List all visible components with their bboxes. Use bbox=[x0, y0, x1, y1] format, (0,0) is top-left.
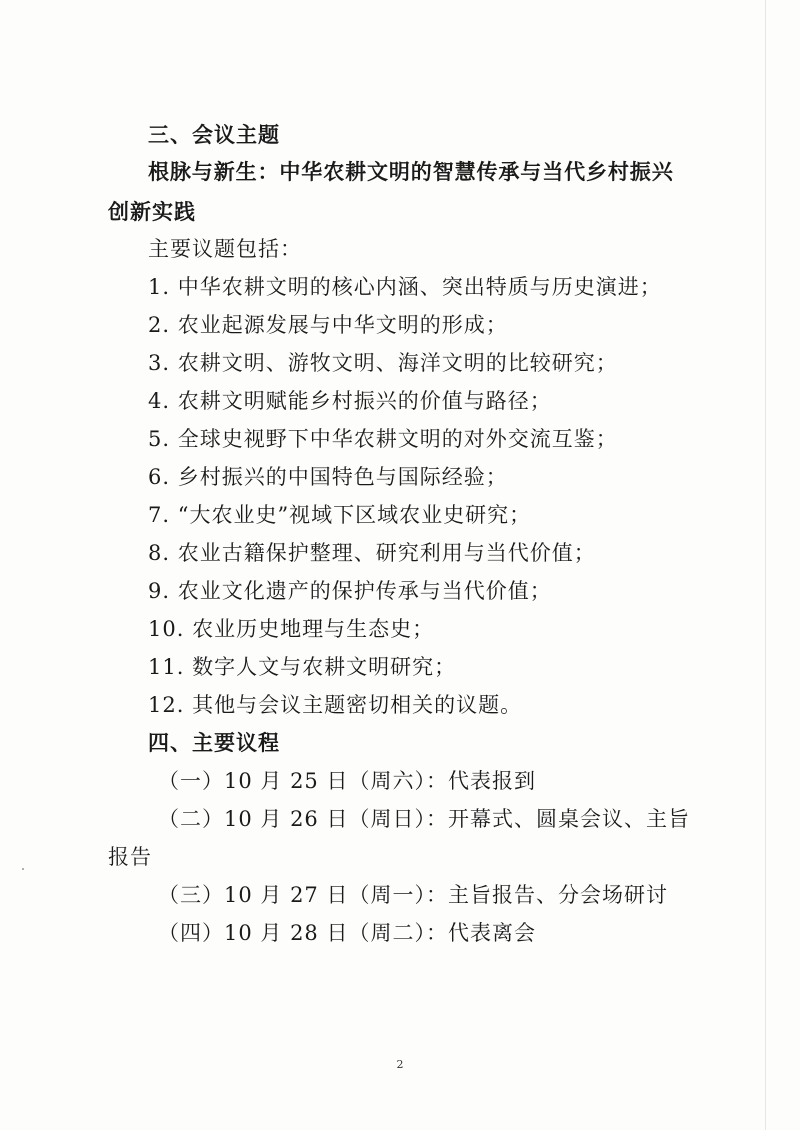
scan-speck bbox=[22, 868, 24, 870]
schedule-item-3: （三）10 月 27 日（周一）：主旨报告、分会场研讨 bbox=[158, 883, 668, 907]
schedule-item-4: （四）10 月 28 日（周二）：代表离会 bbox=[158, 921, 536, 945]
theme-title-line-1: 根脉与新生：中华农耕文明的智慧传承与当代乡村振兴 bbox=[148, 160, 674, 184]
section-4-heading: 四、主要议程 bbox=[148, 731, 280, 755]
topic-item-6: 6. 乡村振兴的中国特色与国际经验； bbox=[148, 465, 508, 489]
topic-item-2: 2. 农业起源发展与中华文明的形成； bbox=[148, 313, 508, 337]
schedule-item-2-continued: 报告 bbox=[108, 845, 152, 869]
topic-item-11: 11. 数字人文与农耕文明研究； bbox=[148, 655, 457, 679]
topic-item-10: 10. 农业历史地理与生态史； bbox=[148, 617, 435, 641]
topic-item-12: 12. 其他与会议主题密切相关的议题。 bbox=[148, 693, 523, 717]
topic-item-5: 5. 全球史视野下中华农耕文明的对外交流互鉴； bbox=[148, 427, 618, 451]
topic-item-9: 9. 农业文化遗产的保护传承与当代价值； bbox=[148, 579, 552, 603]
topic-item-1: 1. 中华农耕文明的核心内涵、突出特质与历史演进； bbox=[148, 275, 662, 299]
topic-item-8: 8. 农业古籍保护整理、研究利用与当代价值； bbox=[148, 541, 596, 565]
theme-title-line-2: 创新实践 bbox=[108, 200, 196, 224]
topic-item-7: 7. “大农业史”视域下区域农业史研究； bbox=[148, 503, 532, 527]
schedule-item-2: （二）10 月 26 日（周日）：开幕式、圆桌会议、主旨 bbox=[158, 807, 690, 831]
topic-item-4: 4. 农耕文明赋能乡村振兴的价值与路径； bbox=[148, 389, 552, 413]
topic-item-3: 3. 农耕文明、游牧文明、海洋文明的比较研究； bbox=[148, 351, 618, 375]
section-3-heading: 三、会议主题 bbox=[148, 123, 280, 147]
scan-edge-line bbox=[765, 0, 766, 1130]
topics-intro: 主要议题包括： bbox=[148, 237, 302, 261]
schedule-item-1: （一）10 月 25 日（周六）：代表报到 bbox=[158, 769, 536, 793]
page-number: 2 bbox=[396, 1058, 404, 1071]
